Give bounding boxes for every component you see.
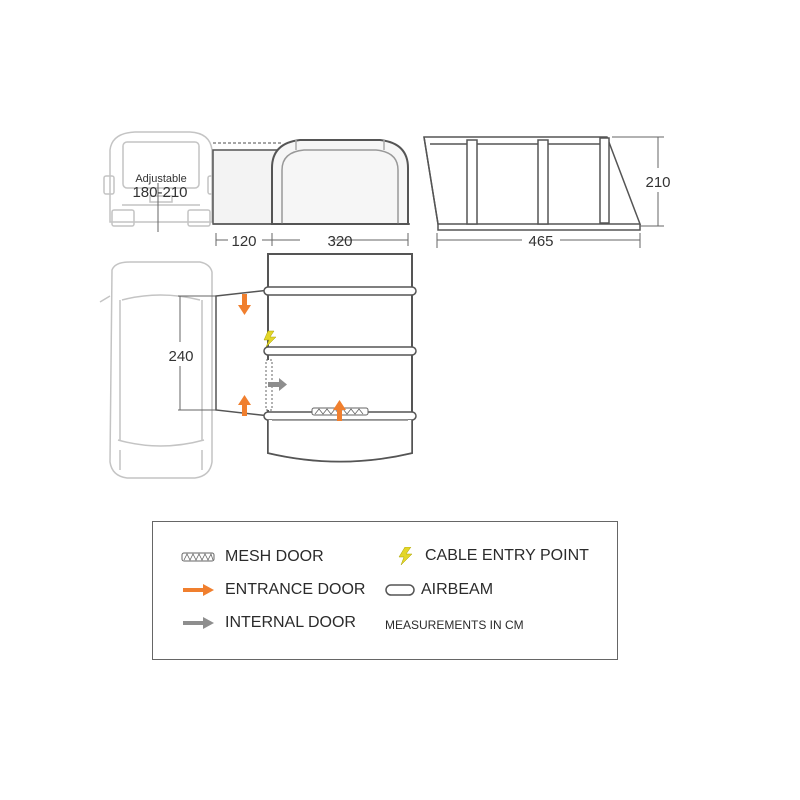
legend-mesh-door <box>181 548 324 566</box>
legend-internal-door <box>181 614 356 632</box>
legend-measurements-label: MEASUREMENTS IN CM <box>385 618 524 632</box>
airbeam-icon <box>385 584 415 596</box>
adjustable-range: 180-210 <box>132 184 188 201</box>
legend-entrance-door-label: ENTRANCE DOOR <box>225 581 366 598</box>
legend-entrance-door <box>181 581 365 599</box>
dimension-height: 210 <box>645 174 671 191</box>
legend <box>152 521 618 660</box>
legend-internal-door-label: INTERNAL DOOR <box>225 614 356 631</box>
dimension-main-length: 320 <box>327 233 353 250</box>
legend-airbeam-label: AIRBEAM <box>421 581 494 598</box>
legend-airbeam <box>385 581 493 599</box>
tent-top-view <box>216 254 416 462</box>
legend-cable-entry-label: CABLE ENTRY POINT <box>425 547 589 564</box>
mesh-door-icon <box>181 552 215 562</box>
legend-cable-entry <box>397 547 589 565</box>
van-top-view <box>100 262 212 478</box>
tent-side-view <box>213 140 410 224</box>
dimension-depth: 240 <box>168 348 194 365</box>
dimension-front-width: 120 <box>231 233 257 250</box>
legend-mesh-door-label: MESH DOOR <box>225 548 324 565</box>
adjustable-label: Adjustable <box>135 173 187 185</box>
lightning-icon <box>397 547 413 565</box>
dimension-total-length: 465 <box>528 233 554 250</box>
legend-measurements <box>385 618 524 632</box>
orange-arrow-icon <box>181 584 215 596</box>
grey-arrow-icon <box>181 617 215 629</box>
airbeam-frame-view <box>424 137 640 230</box>
